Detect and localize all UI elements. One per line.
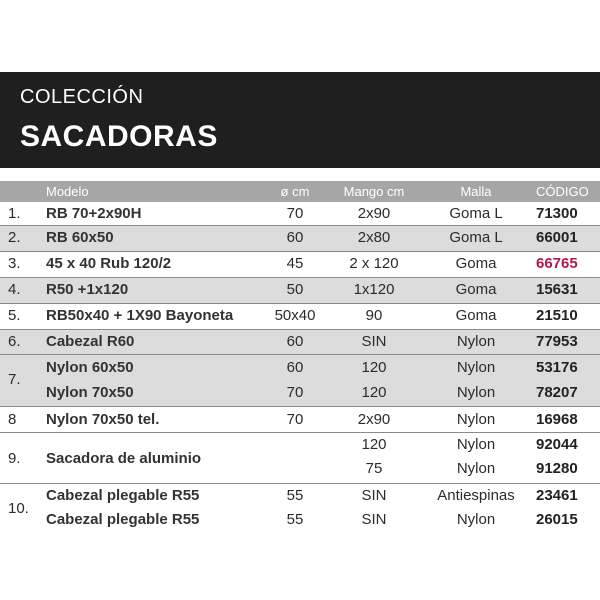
handle-cm: SIN (361, 511, 387, 528)
collection-label: COLECCIÓN (20, 86, 144, 108)
net-type: Nylon (456, 384, 496, 401)
table-row (0, 407, 600, 433)
diameter-cm: 55 (286, 511, 304, 528)
net-type: Goma L (449, 205, 503, 222)
title-banner (0, 72, 600, 168)
model-name: R50 +1x120 (46, 281, 129, 298)
model-name: Nylon 70x50 (46, 384, 134, 401)
table-row (0, 278, 600, 304)
handle-cm: 75 (365, 460, 383, 477)
net-type: Nylon (456, 359, 496, 376)
net-type: Nylon (456, 436, 496, 453)
handle-cm: SIN (361, 487, 387, 504)
net-type: Nylon (456, 511, 496, 528)
handle-cm: SIN (361, 333, 387, 350)
net-type: Nylon (456, 460, 496, 477)
header-cm: ø cm (280, 184, 310, 199)
diameter-cm: 70 (286, 205, 304, 222)
diameter-cm: 60 (286, 359, 304, 376)
handle-cm: 120 (361, 384, 387, 401)
product-code: 71300 (536, 205, 578, 222)
net-type: Goma L (449, 229, 503, 246)
row-number: 1. (8, 205, 21, 222)
net-type: Antiespinas (437, 487, 515, 504)
model-name: 45 x 40 Rub 120/2 (46, 255, 172, 272)
row-number: 3. (8, 255, 21, 272)
handle-cm: 1x120 (353, 281, 395, 298)
table-row (0, 433, 600, 484)
table-row (0, 330, 600, 355)
product-code: 53176 (536, 359, 578, 376)
handle-cm: 90 (365, 307, 383, 324)
product-code: 15631 (536, 281, 578, 298)
net-type: Goma (455, 281, 497, 298)
product-code: 23461 (536, 487, 578, 504)
model-name: Nylon 70x50 tel. (46, 411, 160, 428)
row-number: 6. (8, 333, 21, 350)
collection-title: SACADORAS (20, 120, 218, 153)
net-type: Goma (455, 307, 497, 324)
table-header (0, 181, 600, 202)
table-row (0, 252, 600, 278)
table-row (0, 202, 600, 226)
model-name: RB 70+2x90H (46, 205, 142, 222)
model-name: RB 60x50 (46, 229, 114, 246)
diameter-cm: 70 (286, 384, 304, 401)
product-code: 16968 (536, 411, 578, 428)
diameter-cm: 50 (286, 281, 304, 298)
net-type: Goma (455, 255, 497, 272)
diameter-cm: 45 (286, 255, 304, 272)
row-number: 4. (8, 281, 21, 298)
handle-cm: 120 (361, 436, 387, 453)
diameter-cm: 60 (286, 333, 304, 350)
net-type: Nylon (456, 333, 496, 350)
product-code: 77953 (536, 333, 578, 350)
row-number: 10. (8, 500, 29, 517)
product-code: 26015 (536, 511, 578, 528)
product-code: 66765 (536, 255, 578, 272)
product-code: 91280 (536, 460, 578, 477)
model-name: Cabezal R60 (46, 333, 135, 350)
table-row (0, 484, 600, 531)
product-table (0, 181, 600, 531)
diameter-cm: 60 (286, 229, 304, 246)
model-name: Cabezal plegable R55 (46, 511, 200, 528)
product-code: 21510 (536, 307, 578, 324)
header-codigo: CÓDIGO (536, 184, 589, 199)
row-number: 9. (8, 450, 21, 467)
net-type: Nylon (456, 411, 496, 428)
handle-cm: 2x90 (357, 205, 391, 222)
handle-cm: 2 x 120 (349, 255, 399, 272)
header-mango: Mango cm (343, 184, 405, 199)
model-name: Nylon 60x50 (46, 359, 134, 376)
header-malla: Malla (460, 184, 492, 199)
product-code: 78207 (536, 384, 578, 401)
product-code: 66001 (536, 229, 578, 246)
table-row (0, 355, 600, 407)
diameter-cm: 55 (286, 487, 304, 504)
model-name: Cabezal plegable R55 (46, 487, 200, 504)
model-name: RB50x40 + 1X90 Bayoneta (46, 307, 234, 324)
handle-cm: 2x80 (357, 229, 391, 246)
header-modelo: Modelo (46, 184, 89, 199)
row-number: 5. (8, 307, 21, 324)
diameter-cm: 50x40 (274, 307, 316, 324)
table-row (0, 304, 600, 330)
row-number: 8 (8, 411, 17, 428)
product-code: 92044 (536, 436, 578, 453)
row-number: 7. (8, 371, 21, 388)
row-number: 2. (8, 229, 21, 246)
handle-cm: 2x90 (357, 411, 391, 428)
model-name: Sacadora de aluminio (46, 450, 202, 467)
diameter-cm: 70 (286, 411, 304, 428)
table-row (0, 226, 600, 252)
handle-cm: 120 (361, 359, 387, 376)
